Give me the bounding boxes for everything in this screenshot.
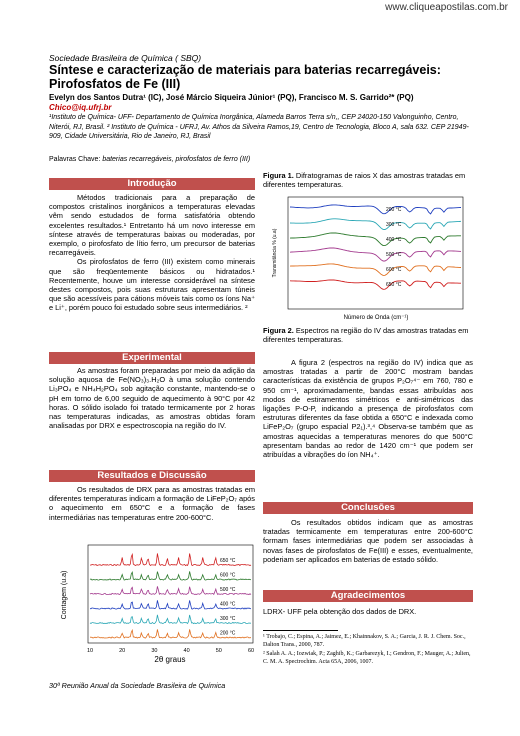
section-heading-acknowledgements: Agradecimentos — [263, 590, 473, 602]
xrd-series-label: 400 °C — [220, 601, 236, 608]
keywords-text: baterias recarregáveis, pirofosfatos de ferro (III) — [102, 156, 251, 163]
contact-email[interactable]: Chico@iq.ufrj.br — [49, 103, 112, 112]
ir-frame — [288, 197, 463, 309]
author-list — [49, 93, 469, 113]
ir-series-label: 600 °C — [386, 267, 402, 273]
figure-1-label: Figura 1. — [263, 171, 294, 180]
reference-item: ² Salah A. A.; Iozwiak, P.; Zaghib, K.; Garbarezyk, I.; Gendron, F.; Mauger, A.; Julien, C. M. A. Spectrochim. Acta 65A, 2006, 1007. — [263, 651, 471, 665]
xrd-series-label: 200 °C — [220, 630, 236, 637]
conclusions-paragraph: Os resultados obtidos indicam que as amostras tratadas termicamente em temperaturas entre 200-600°C formam fases intermediárias que podem ser associadas à novas fases de pirofosfatos de Fe(III) e esses, eventualmente, poderiam ser aplicados em baterias de estado sólido. — [263, 518, 473, 564]
xrd-xlabel: 2θ graus — [154, 655, 186, 664]
xrd-chart — [60, 543, 260, 665]
ir-series-line — [290, 264, 461, 276]
figure-1-text: Difratogramas de raios X das amostras tratadas em diferentes temperaturas. — [263, 171, 466, 190]
results-text-1 — [49, 485, 255, 522]
figure-2-caption — [263, 326, 473, 344]
ir-series-label: 200 °C — [386, 207, 402, 213]
figure-1-caption — [263, 171, 473, 189]
affiliations: ¹Instituto de Química- UFF- Departamento de Química Inorgânica, Alameda Barros Terra s/n,, CEP 24020-150 Valonguinho, Centro, Niterói, RJ, Brasil. ² Instituto de Química - UFRJ, Av. Athos da Silveira Ramos,19, Centro de Tecnologia, Bloco A, sala 632. CEP 21949-909, Cidade Universitária, Rio de Janeiro, RJ, Brasil — [49, 114, 469, 140]
intro-text — [49, 193, 255, 313]
xrd-x-tick-label: 40 — [183, 648, 190, 654]
xrd-series-label: 650 °C — [220, 558, 236, 564]
ir-chart — [268, 193, 468, 323]
ir-series-label: 500 °C — [386, 252, 402, 258]
paper-title: Síntese e caracterização de materiais para baterias recarregáveis: Pirofosfatos de Fe (III) — [49, 63, 441, 91]
section-heading-intro: Introdução — [49, 178, 255, 190]
conclusions-text — [263, 518, 473, 564]
xrd-x-tick-label: 30 — [151, 648, 158, 654]
xrd-x-tick-label: 60 — [247, 648, 255, 654]
ir-series-line — [290, 205, 461, 214]
ir-series-label: 300 °C — [386, 222, 402, 228]
xrd-ylabel: Contagem (u.a) — [61, 570, 68, 620]
ir-ylabel: Transmitância % (u.a) — [272, 228, 278, 278]
references-list — [263, 634, 473, 668]
acknowledgements-line: LDRX- UFF pela obtenção dos dados de DRX. — [263, 607, 417, 616]
ir-xlabel: Número de Onda (cm⁻¹) — [343, 315, 409, 321]
section-heading-experimental: Experimental — [49, 352, 255, 364]
ir-series-line — [290, 248, 461, 261]
intro-paragraph-1: Métodos tradicionais para a preparação de compostos cristalinos inorgânicos a temperaturas elevadas vêm sendo estudados de forma satisfatória obtendo excelentes resultados.¹ Entretanto há um novo interesse em síntese através de temperaturas baixas ou moderadas, por exemplo, o pirofosfato de lítio ferro, um precursor de baterias recarregáveis. — [49, 193, 255, 258]
ir-series-line — [290, 219, 461, 230]
ir-series-label: 650 °C — [386, 282, 402, 288]
ir-series-line — [290, 233, 461, 246]
figure-2-text: Espectros na região do IV das amostras tratadas em diferentes temperaturas. — [263, 326, 469, 345]
results-text-2 — [263, 358, 473, 459]
xrd-x-tick-label: 20 — [119, 648, 126, 654]
page-footer: 30ª Reunião Anual da Sociedade Brasileira de Química — [49, 681, 226, 690]
results-paragraph-1: Os resultados de DRX para as amostras tratadas em diferentes temperaturas indicam a formação de LiFeP₂O₇ após o aquecimento em 650°C e a formação de fases intermediárias nas temperaturas entre 200-600°C. — [49, 485, 255, 522]
section-heading-results: Resultados e Discussão — [49, 470, 255, 482]
society-line: Sociedade Brasileira de Química ( SBQ) — [49, 53, 202, 63]
xrd-series-label: 500 °C — [220, 587, 236, 593]
xrd-series-label: 300 °C — [220, 616, 236, 622]
experimental-paragraph: As amostras foram preparadas por meio da adição da solução aquosa de Fe(NO₃)₃.H₂O à uma solução contendo Li₃PO₄ e NH₄H₂PO₄ sob agitação constante, mantendo-se o pH em torno de 6,00 seguido de aquecimento à 90°C por 42 horas. O sólido isolado foi tratado termicamente por 2 horas nas temperaturas indicadas, as amostras obtidas foram analisadas por DRX e espectroscopia na região do IV. — [49, 366, 255, 431]
authors-text: Evelyn dos Santos Dutra¹ (IC), José Márcio Siqueira Júnior¹ (PQ), Francisco M. S. Garrido²* (PQ) — [49, 93, 414, 102]
ir-series-label: 400 °C — [386, 237, 402, 243]
reference-item: ¹ Trobajo, C.; Espina, A.; Jaimez, E.; Khainnakov, S. A.; Garcia, J. R. J. Chem. Soc., Dalton Trans., 2000, 787. — [263, 634, 466, 648]
section-heading-conclusions: Conclusões — [263, 502, 473, 514]
ir-series-line — [290, 280, 461, 289]
xrd-series-label: 600 °C — [220, 572, 236, 579]
keywords-line — [49, 156, 289, 163]
xrd-x-tick-label: 10 — [86, 648, 94, 654]
results-paragraph-2: A figura 2 (espectros na região do IV) indica que as amostras tratadas a partir de 200°C mostram bandas características da existência de grupos P₂O₇⁴⁻ em 760, 780 e 950 cm⁻¹, aproximadamente, bandas essas atribuídas aos modos de estiramentos simétricos e anti-simétricos das ligações P-O-P, indicando a presença de pirofosfatos com estruturas diferentes da fase obtida a 650°C e indexada como LiFeP₂O₇ (grupo espacial P2₁).³,⁴ Observa-se também que as amostras aquecidas a temperaturas menores do que 500°C apresentam bandas ao redor de 1420 cm⁻¹ que podem ser atribuídas a vibrações do íon NH₄⁺. — [263, 358, 473, 460]
acknowledgements-text — [263, 607, 473, 616]
experimental-text — [49, 366, 255, 430]
xrd-x-tick-label: 50 — [215, 648, 222, 654]
references-rule — [263, 630, 338, 631]
figure-2-label: Figura 2. — [263, 326, 294, 335]
keywords-label: Palavras Chave: — [49, 156, 103, 163]
site-url[interactable]: www.cliqueapostilas.com.br — [385, 2, 508, 13]
intro-paragraph-2: Os pirofosfatos de ferro (III) existem como minerais que são freqüentemente básicos ou hidratados.¹ Recentemente, houve um interesse considerável na síntese destes compostos, pois suas estruturas apresentam túneis que são acessíveis para cátions móveis tais como os íons Na⁺ e Li⁺, porém pouco foi estudado sobre seus intermediários. ² — [49, 257, 255, 313]
